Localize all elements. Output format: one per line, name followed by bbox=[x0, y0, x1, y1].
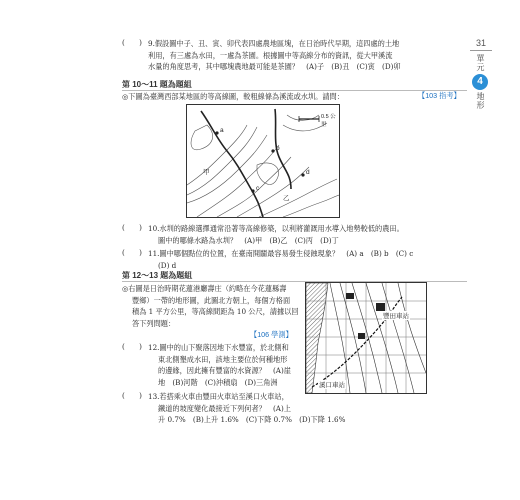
creek-station-label: 溪口車站 bbox=[319, 382, 345, 389]
settlement-block-3 bbox=[358, 333, 365, 339]
q13-text bbox=[148, 391, 346, 426]
q12-line-4: 地 (B)河階 (C)沖積扇 (D)三角洲 bbox=[158, 377, 278, 387]
section-12-13-intro-line-2: 豐鄉）一帶的地形圖，此圖北方朝上，每個方格面 bbox=[132, 295, 291, 305]
section-10-11-title: 第 10～11 題為題組 bbox=[122, 80, 192, 89]
farm-station-label: 豐田車站 bbox=[383, 313, 409, 320]
point-c-marker bbox=[251, 189, 254, 192]
point-a-marker bbox=[215, 131, 218, 134]
point-d-label: d bbox=[306, 169, 310, 176]
q9-line-2: 利用，有三處為水田，一處為茶園。根據圖中等高線分布的資訊，從大甲溪流 bbox=[148, 50, 393, 60]
section-10-11-source: 【103 指考】 bbox=[418, 91, 461, 100]
stream-yi-label: 乙 bbox=[283, 195, 290, 202]
q13-line-2: 鐵道的坡度變化最接近下列何者？ (A)上 bbox=[158, 403, 291, 413]
q11-line-1: 11.圖中哪個點位的位置，在臺南開闢最容易發生侵蝕現象？ (A) a (B) b (C) c bbox=[148, 249, 414, 258]
page-number-rule bbox=[470, 50, 492, 51]
point-b-marker bbox=[271, 149, 274, 152]
q13-line-3: 升 0.7% (B)上升 1.6% (C)下降 0.7% (D)下降 1.6% bbox=[158, 415, 346, 424]
q13-line-1: 13.若搭乘火車由豐田火車站至溪口火車站， bbox=[148, 392, 289, 401]
mountain-area bbox=[306, 283, 328, 393]
q11-answer-paren: ( ) bbox=[122, 248, 142, 257]
q9-text bbox=[148, 38, 466, 73]
point-a-label: a bbox=[220, 127, 224, 134]
unit-label-top: 單元 bbox=[476, 54, 485, 72]
q10-answer-paren: ( ) bbox=[122, 223, 142, 232]
unit-number-badge: 4 bbox=[472, 74, 488, 90]
q11-text bbox=[148, 248, 466, 271]
grid-topo-map-drawing bbox=[306, 283, 426, 393]
scale-bar-label: 0.5 公里 bbox=[321, 114, 336, 128]
q10-line-1: 10.水圳的路線選擇通常沿著等高線修築，以利將灌溉用水導入地勢較低的農田。 bbox=[148, 224, 404, 233]
point-b-label: b bbox=[276, 145, 280, 152]
q9-line-3: 水量的角度思考，其中哪塊農地最可能是茶園？ (A)子 (B)丑 (C)寅 (D)卯 bbox=[148, 62, 401, 71]
section-10-11-intro: ◎下圖為臺灣西部某地區的等高線圖，較粗線條為溪流或水圳。請問： bbox=[122, 92, 344, 101]
q10-line-2: 圖中的哪條水路為水圳？ (A)甲 (B)乙 (C)丙 (D)丁 bbox=[158, 235, 339, 245]
q11-line-2: (D) d bbox=[158, 260, 177, 270]
section-12-13-intro-line-1: ◎右圖是日治時期花蓮港廳壽庄（約略在今花蓮縣壽 bbox=[122, 284, 287, 293]
stream-jia bbox=[201, 111, 263, 217]
stream-jia-label: 甲 bbox=[203, 169, 210, 176]
section-12-13-source: 【106 學測】 bbox=[250, 330, 293, 339]
q12-answer-paren: ( ) bbox=[122, 342, 142, 351]
page-number: 31 bbox=[476, 38, 487, 48]
q12-line-1: 12.圖中的山下聚落因地下水豐富，於北側和 bbox=[148, 343, 289, 352]
unit-label-bottom: 地形 bbox=[476, 92, 485, 110]
q12-line-3: 的邊緣，因此擁有豐富的水資源？ (A)崖 bbox=[158, 366, 291, 375]
section-12-13-intro-line-3: 積為 1 平方公里，等高線間距為 10 公尺，請據以回 bbox=[132, 307, 299, 316]
contour-map bbox=[186, 104, 340, 218]
contour-map-drawing bbox=[187, 105, 339, 217]
point-c-label: c bbox=[256, 185, 260, 192]
q9-line-1: 9.假設圖中子、丑、寅、卯代表四處農地區塊，在日治時代早期，這四處的土地 bbox=[148, 39, 400, 48]
section-12-13-intro bbox=[122, 283, 300, 329]
q12-text bbox=[148, 342, 303, 388]
grid-topo-map bbox=[305, 282, 427, 394]
settlement-block-2 bbox=[376, 303, 385, 311]
point-d-marker bbox=[301, 173, 304, 176]
q9-answer-paren: ( ) bbox=[122, 38, 142, 47]
q13-answer-paren: ( ) bbox=[122, 391, 142, 400]
section-12-13-title: 第 12～13 題為題組 bbox=[122, 271, 193, 280]
q10-text bbox=[148, 223, 466, 246]
q12-line-2: 東北側墾成水田，該地主要位於何種地形 bbox=[158, 354, 288, 364]
section-12-13-intro-line-4: 答下列問題： bbox=[132, 318, 176, 328]
settlement-block-1 bbox=[346, 293, 354, 299]
